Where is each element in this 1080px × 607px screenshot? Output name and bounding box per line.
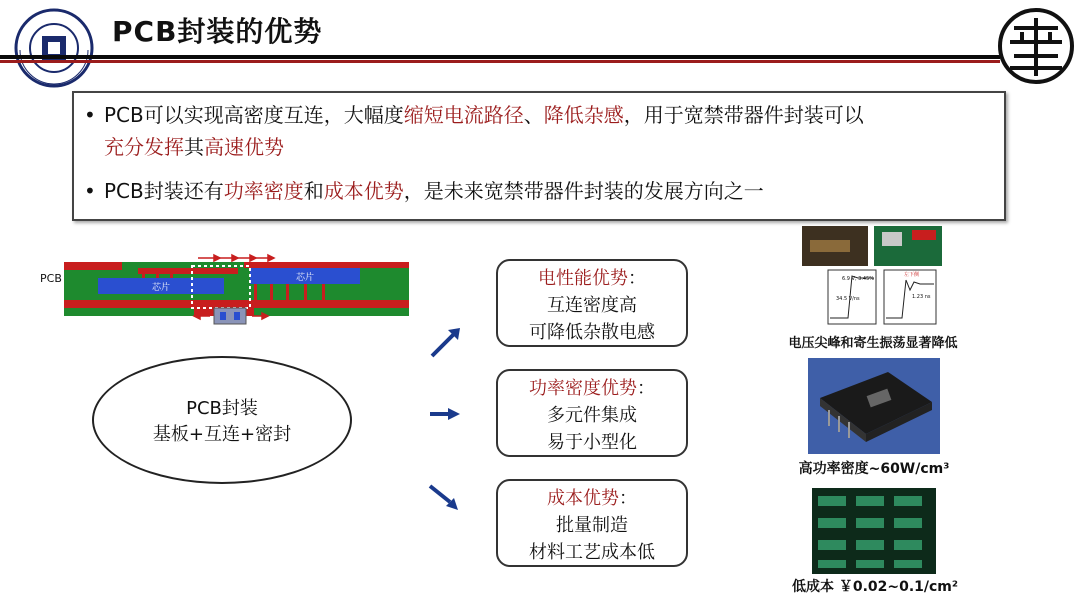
ellipse-subtitle: 基板+互连+密封 bbox=[152, 424, 292, 445]
title-divider bbox=[0, 55, 1000, 59]
ellipse-title: PCB封装 bbox=[186, 398, 258, 419]
chip-right-label: 芯片 bbox=[295, 273, 315, 283]
svg-text:左下侧: 左下侧 bbox=[904, 272, 920, 278]
page-title: PCB封装的优势 bbox=[112, 15, 323, 48]
electrical-advantage-box: 电性能优势： 互连密度高 可降低杂散电感 bbox=[496, 259, 688, 347]
bullet-line-1-cont: 充分发挥其高速优势 bbox=[104, 135, 284, 159]
caption-low-cost: 低成本 ￥0.02~0.1/cm² bbox=[791, 579, 959, 595]
title-divider-red bbox=[0, 60, 1000, 63]
caption-power-density: 高功率密度~60W/cm³ bbox=[798, 461, 950, 477]
bullet-line-1: • PCB可以实现高密度互连，大幅度缩短电流路径、降低杂感，用于宽禁带器件封装可以 bbox=[84, 99, 864, 131]
power-density-advantage-box: 功率密度优势： 多元件集成 易于小型化 bbox=[496, 369, 688, 457]
svg-text:1.23 ns: 1.23 ns bbox=[912, 294, 931, 300]
power-module-photo bbox=[808, 358, 940, 454]
bullet-box bbox=[72, 91, 1006, 221]
chip-left-label: 芯片 bbox=[151, 283, 171, 293]
waveform-plot bbox=[808, 268, 940, 330]
pcb-cross-section-diagram bbox=[64, 250, 409, 330]
svg-text:6.9 V, 3.45%: 6.9 V, 3.45% bbox=[842, 276, 875, 282]
flow-arrows bbox=[426, 326, 466, 526]
bullet-dot: • bbox=[84, 179, 96, 203]
pcb-package-ellipse bbox=[92, 356, 352, 484]
brand-logo bbox=[998, 6, 1074, 86]
svg-text:34.5 V/ns: 34.5 V/ns bbox=[836, 296, 860, 302]
university-logo bbox=[6, 6, 104, 90]
caption-voltage-spike: 电压尖峰和寄生振荡显著降低 bbox=[788, 336, 958, 351]
pcb-label: PCB bbox=[40, 272, 62, 285]
cost-advantage-box: 成本优势： 批量制造 材料工艺成本低 bbox=[496, 479, 688, 567]
test-board-photo bbox=[802, 226, 942, 266]
bullet-dot: • bbox=[84, 103, 96, 127]
bullet-line-2: • PCB封装还有功率密度和成本优势，是未来宽禁带器件封装的发展方向之一 bbox=[84, 175, 764, 207]
current-arrows-top bbox=[198, 255, 274, 261]
pcb-panel-photo bbox=[812, 488, 936, 574]
